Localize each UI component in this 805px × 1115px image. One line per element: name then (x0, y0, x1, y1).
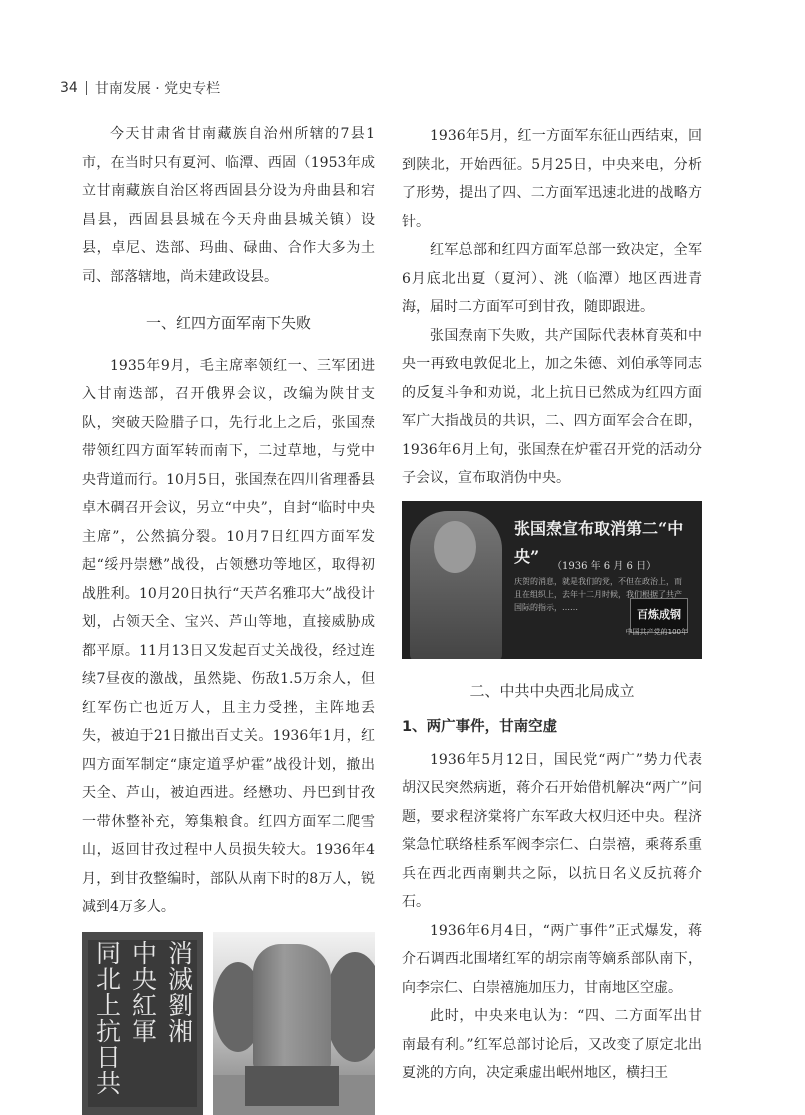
section-heading-2: 二、中共中央西北局成立 (469, 681, 635, 700)
inscription-column: 消滅劉湘 (164, 939, 194, 1044)
monument-stone-photo (213, 932, 375, 1115)
portrait-head (434, 521, 476, 573)
inscription-column: 中央紅軍 (128, 939, 158, 1044)
inscription-column: 同北上抗日共 (92, 939, 122, 1096)
monument-base (245, 1066, 339, 1106)
paragraph-cancel-central: 张国焘南下失败，共产国际代表林育英和中央一再致电敦促北上，加之朱德、刘伯承等同志的反复斗争和劝说，北上抗日已然成为红四方面军广大指战员的共识，二、四方面军会合在即，1936年6月上旬，张国焘在炉霍召开党的活动分子会议，宣布取消伪中央。 (402, 327, 702, 486)
documentary-still-image (402, 501, 702, 659)
tree-shape (325, 952, 375, 1062)
film-caption-title: 张国焘宣布取消第二“中央” (514, 518, 684, 566)
film-caption-date: （1936 年 6 月 6 日） (552, 560, 657, 572)
paragraph-central-telegram: 此时，中央来电认为：“四、二方面军出甘南最有利。”红军总部讨论后，又改变了原定北出夏洮的方向，决定乘虚出岷州地区，横扫王 (402, 1008, 702, 1081)
header-divider (86, 81, 87, 95)
paragraph-southward-failure: 1935年9月，毛主席率领红一、三军团进入甘南迭部，召开俄界会议，改编为陕甘支队，突破天险腊子口，先行北上之后，张国焘带领红四方面军转而南下，二过草地，与党中央背道而行。10月5日，张国焘在四川省理番县卓木碉召开会议，另立“中央”，自封“临时中央主席”，公然搞分裂。10月7日红四方面军发起“绥丹崇懋”战役，占领懋功等地区，取得初战胜利。10月20日执行“天芦名雅邛大”战役计划，占领天全、宝兴、芦山等地，直接威胁成都平原。11月13日又发起百丈关战役，经过连续7昼夜的激战，虽然毙、伤敌1.5万余人，但红军伤亡也近万人，且主力受挫，主阵地丢失，被迫于21日撤出百丈关。1936年1月，红四方面军制定“康定道孚炉霍”战役计划，撤出天全、芦山，被迫西进。经懋功、丹巴到甘孜一带休整补充，筹集粮食。红四方面军二爬雪山，返回甘孜过程中人员损失较大。1936年4月，到甘孜整编时，部队从南下时的8万人，锐减到4万多人。 (82, 357, 375, 915)
monument-stone (253, 944, 331, 1069)
right-column (402, 122, 702, 1088)
photo-row (82, 932, 375, 1115)
left-column (82, 120, 375, 1115)
inscription (88, 940, 197, 1107)
slogan-inscription-photo (82, 932, 203, 1115)
section-heading-1: 一、红四方面军南下失败 (145, 314, 311, 332)
intro-paragraph: 今天甘肃省甘南藏族自治州所辖的7县1市，在当时只有夏河、临潭、西固（1953年成立甘南藏族自治区将西固县分设为舟曲县和宕昌县，西固县县城在今天舟曲县城关镇）设县，卓尼、迭部、玛曲、碌曲、合作大多为土司、部落辖地，尚未建政设县。 (82, 126, 375, 285)
page-header (60, 78, 220, 98)
paragraph-hu-hanmin: 1936年5月12日，国民党“两广”势力代表胡汉民突然病逝，蒋介石开始借机解决“两广”问题，要求程济棠将广东军政大权归还中央。程济棠急忙联络桂系军阀李宗仁、白崇禧，乘蒋系重兵在西北西南剿共之际，以抗日名义反抗蒋介石。 (402, 751, 702, 910)
section-title: 甘南发展 · 党史专栏 (94, 81, 221, 97)
program-subtitle: 中国共产党的100年 (625, 628, 688, 636)
page-number: 34 (60, 80, 78, 96)
film-document-text: 庆贺的消息，就是我们的党，不但在政治上，而且在组织上，去年十二月时候，我们根据了共产国际的指示，…… (514, 576, 682, 612)
paragraph-western-expedition: 1936年5月，红一方面军东征山西结束，回到陕北，开始西征。5月25日，中央来电，分析了形势，提出了四、二方面军迅速北进的战略方针。 (402, 128, 702, 230)
subsection-heading: 1、两广事件，甘南空虚 (402, 719, 558, 735)
program-logo: 百炼成钢 (630, 598, 688, 633)
paragraph-army-decision: 红军总部和红四方面军总部一致决定，全军6月底北出夏（夏河）、洮（临潭）地区西进青海，届时二方面军可到甘孜，随即跟进。 (402, 242, 702, 315)
paragraph-liangguang-incident: 1936年6月4日，“两广事件”正式爆发，蒋介石调西北围堵红军的胡宗南等嫡系部队南下，向李宗仁、白崇禧施加压力，甘南地区空虚。 (402, 922, 702, 996)
